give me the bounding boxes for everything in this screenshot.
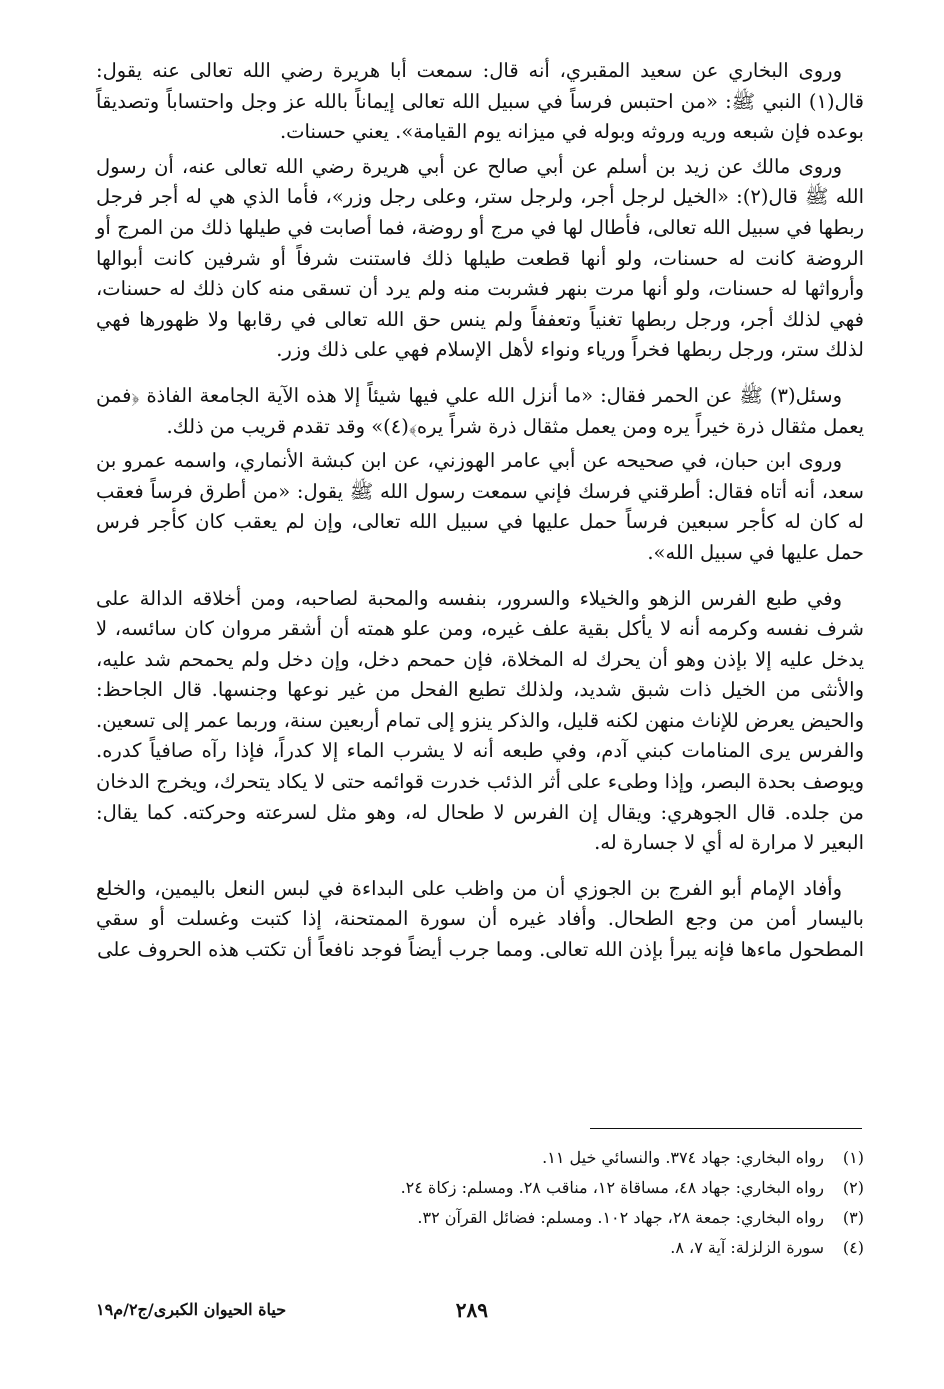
footnote-number: (٢)	[842, 1178, 864, 1197]
footnote-number: (٤)	[842, 1238, 864, 1257]
footnote-item	[260, 1203, 864, 1233]
book-reference: حياة الحيوان الكبرى/ج٢/م١٩	[96, 1300, 287, 1319]
paragraph-bukhari-hadith: وروى البخاري عن سعيد المقبري، أنه قال: سمعت أبا هريرة رضي الله تعالى عنه يقول: قال(١) النبي ﷺ: «من احتبس فرساً في سبيل الله تعالى إيماناً بالله عز وجل واحتساباً وتصديقاً بوعده فإن شبعه وريه وروثه وبوله في ميزانه يوم القيامة». يعني حسنات.	[96, 59, 864, 144]
page-footer	[96, 1296, 866, 1330]
footnote-item	[260, 1143, 864, 1173]
footnote-number: (١)	[842, 1148, 864, 1167]
footnote-divider	[590, 1128, 862, 1129]
page-number: ٢٨٩	[455, 1298, 488, 1322]
page-body	[96, 56, 864, 981]
footnote-text: رواه البخاري: جهاد ٣٧٤. والنسائي خيل ١١.	[542, 1148, 824, 1167]
footnote-text: سورة الزلزلة: آية ٧، ٨.	[670, 1238, 824, 1257]
footnote-item	[260, 1173, 864, 1203]
paragraph-malik-hadith: وروى مالك عن زيد بن أسلم عن أبي صالح عن أبي هريرة رضي الله تعالى عنه، أن رسول الله ﷺ قال(٢): «الخيل لرجل أجر، ولرجل ستر، وعلى رجل وزر»، فأما الذي هي له أجر فرجل ربطها في سبيل الله تعالى، فأطال لها في مرج أو روضة، فما أصابت في طيلها ذلك من المرج أو الروضة كانت له حسنات، ولو أنها قطعت طيلها ذلك فاستنت شرفاً أو شرفين كانت أبوالها وأرواثها له حسنات، ولو أنها مرت بنهر فشربت منه ولم يرد أن تسقى منه كان ذلك له حسنات، فهي لذلك أجر، ورجل ربطها تغنياً وتعففاً ولم ينس حق الله تعالى في رقابها ولا ظهورها فهي لذلك ستر، ورجل ربطها فخراً ورياء ونواء لأهل الإسلام فهي على ذلك وزر.	[96, 154, 865, 362]
footnote-text: رواه البخاري: جهاد ٤٨، مساقاة ١٢، مناقب ٢٨. ومسلم: زكاة ٢٤.	[400, 1178, 824, 1197]
paragraph-donkeys-question: وسئل(٣) ﷺ عن الحمر فقال: «ما أنزل الله علي فيها شيئاً إلا هذه الآية الجامعة الفاذة ﴿فمن يعمل مثقال ذرة خيراً يره ومن يعمل مثقال ذرة شراً يره﴾(٤)» وقد تقدم قريب من ذلك.	[96, 383, 864, 438]
paragraph-horse-nature: وفي طبع الفرس الزهو والخيلاء والسرور، بنفسه والمحبة لصاحبه، ومن أخلاقه الدالة على شرف نفسه وكرمه أنه لا يأكل بقية علف غيره، ومن علو همته أن أشقر مروان كان سائسه، لا يدخل عليه إلا بإذن وهو أن يحرك له المخلاة، فإن حمحم دخل، وإن دخل ولم يحمحم شد عليه، والأنثى من الخيل ذات شبق شديد، ولذلك تطيع الفحل من غير نوعها وجنسها. قال الجاحظ: والحيض يعرض للإناث منهن لكنه قليل، والذكر ينزو إلى تمام أربعين سنة، وربما عمر إلى تسعين. والفرس يرى المنامات كبني آدم، وفي طبعه أنه لا يشرب الماء إلا كدراً، فإذا رآه صافياً كدره. ويوصف بحدة البصر، وإذا وطىء على أثر الذئب خدرت قوائمه حتى لا يكاد يتحرك، ويخرج الدخان من جلده. قال الجوهري: ويقال إن الفرس لا طحال له، وهو مثل لسرعته وحركته. كما يقال: البعير لا مرارة له أي لا جسارة له.	[96, 586, 864, 855]
footnote-text: رواه البخاري: جمعة ٢٨، جهاد ١٠٢. ومسلم: فضائل القرآن ٣٢.	[417, 1208, 824, 1227]
paragraph-ibn-hibban-hadith: وروى ابن حبان، في صحيحه عن أبي عامر الهوزني، عن ابن كبشة الأنماري، واسمه عمرو بن سعد، أنه أتاه فقال: أطرقني فرسك فإني سمعت رسول الله ﷺ يقول: «من أطرق فرساً فعقب له كان له كأجر سبعين فرساً حمل عليها في سبيل الله تعالى، وإن لم يعقب كان كأجر فرس حمل عليها في سبيل الله».	[96, 449, 864, 564]
footnote-item	[260, 1233, 864, 1263]
footnote-number: (٣)	[842, 1208, 864, 1227]
paragraph-ibn-al-jawzi: وأفاد الإمام أبو الفرج بن الجوزي أن من واظب على البداءة في لبس النعل باليمين، والخلع باليسار أمن من وجع الطحال. وأفاد غيره أن سورة الممتحنة، إذا كتبت وغسلت أو سقي المطحول ماءها فإنه يبرأ بإذن الله تعالى. ومما جرب أيضاً فوجد نافعاً أن تكتب هذه الحروف على	[96, 876, 864, 962]
footnotes-section	[260, 1143, 864, 1263]
